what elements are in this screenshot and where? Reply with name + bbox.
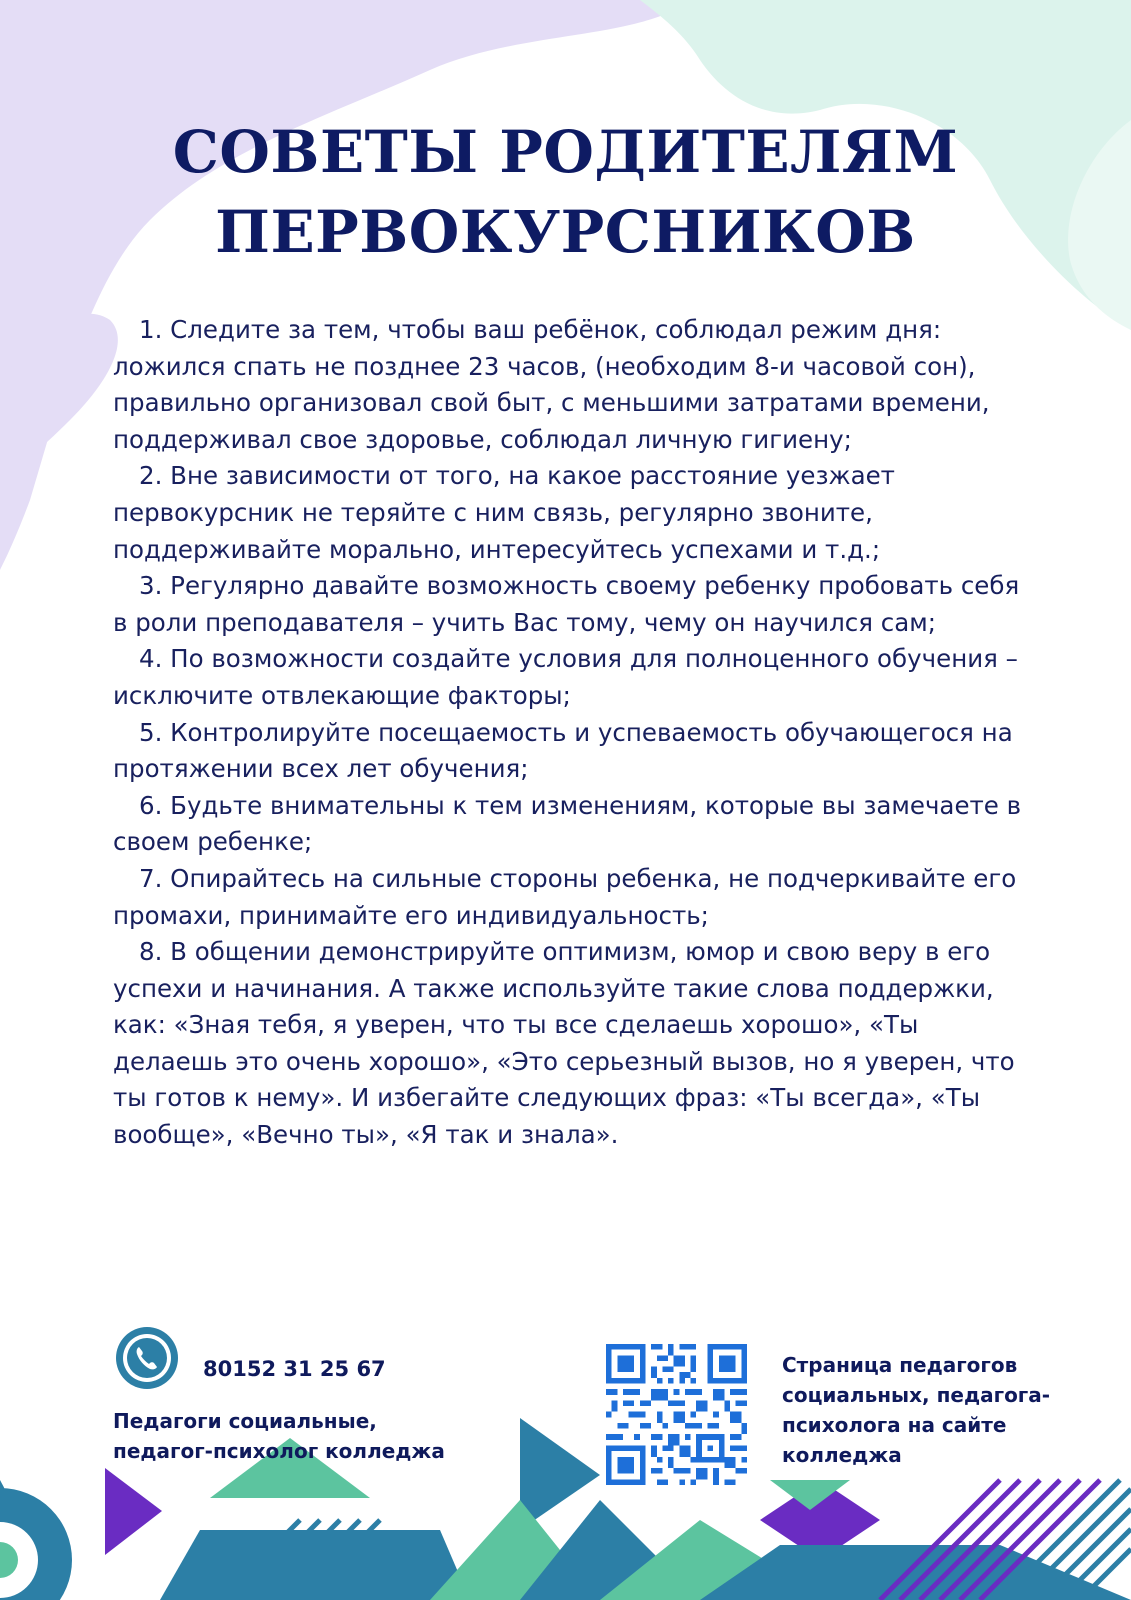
qr-caption-line-3: психолога на сайте (782, 1413, 1007, 1437)
purple-triangle-left (105, 1468, 162, 1555)
organization-label (113, 1406, 513, 1466)
phone-icon (116, 1327, 178, 1389)
advice-item-5: 5. Контролируйте посещаемость и успеваемость обучающегося на протяжении всех лет обучения; (113, 717, 1013, 784)
advice-item-3: 3. Регулярно давайте возможность своему ребенку пробовать себя в роли преподавателя – учить Вас тому, чему он научился сам; (113, 571, 1020, 637)
teal-triangle-center (520, 1418, 600, 1530)
advice-item-2: 2. Вне зависимости от того, на какое расстояние уезжает первокурсник не теряйте с ним связь, регулярно звоните, поддерживайте морально, интересуйтесь успехами и т.д.; (113, 461, 895, 564)
advice-list (113, 312, 1033, 1154)
title-line-1: СОВЕТЫ РОДИТЕЛЯМ (172, 118, 959, 186)
advice-item-8: 8. В общении демонстрируйте оптимизм, юмор и свою веру в его успехи и начинания. А также используйте такие слова поддержки, как: «Зная тебя, я уверен, что ты все сделаешь хорошо», «Ты делаешь это очень хорошо», «Это серьезный вызов, но я уверен, что ты готов к нему». И избегайте следующих фраз: «Ты всегда», «Ты вообще», «Вечно ты», «Я так и знала». (113, 937, 1015, 1150)
phone-number[interactable]: 80152 31 25 67 (203, 1357, 386, 1381)
advice-item-1: 1. Следите за тем, чтобы ваш ребёнок, соблюдал режим дня: ложился спать не позднее 23 часов, (необходим 8-и часовой сон), правильно организовал свой быт, с меньшими затратами времени, поддерживал свое здоровье, соблюдал личную гигиену; (113, 315, 990, 454)
advice-item-4: 4. По возможности создайте условия для полноценного обучения – исключите отвлекающие факторы; (113, 644, 1018, 710)
qr-caption-line-4: колледжа (782, 1443, 902, 1467)
advice-item-6: 6. Будьте внимательны к тем изменениям, которые вы замечаете в своем ребенке; (113, 790, 1022, 857)
org-line-2: педагог-психолог колледжа (113, 1439, 445, 1463)
qr-code[interactable] (606, 1344, 747, 1485)
qr-caption (782, 1350, 1082, 1470)
qr-caption-line-2: социальных, педагога- (782, 1383, 1051, 1407)
qr-caption-line-1: Страница педагогов (782, 1353, 1018, 1377)
phone-handset-icon (116, 1327, 178, 1389)
org-line-1: Педагоги социальные, (113, 1409, 377, 1433)
advice-item-7: 7. Опирайтесь на сильные стороны ребенка, не подчеркивайте его промахи, принимайте его индивидуальность; (113, 863, 1017, 930)
title-line-2: ПЕРВОКУРСНИКОВ (215, 198, 916, 266)
page-title (0, 112, 1131, 272)
